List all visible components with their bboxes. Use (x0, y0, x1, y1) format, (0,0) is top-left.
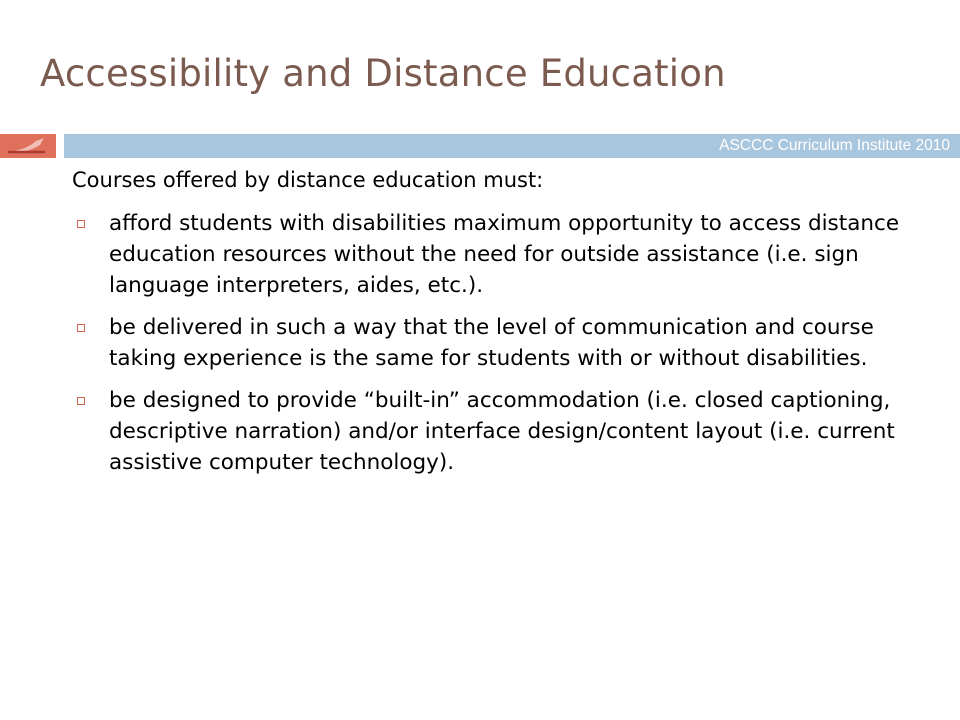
bullet-item (72, 312, 932, 374)
square-bullet-icon (77, 397, 85, 405)
bullet-item (72, 208, 932, 301)
square-bullet-icon (77, 324, 85, 332)
accent-block (0, 134, 56, 158)
slide-title: Accessibility and Distance Education (40, 52, 726, 95)
header-banner (64, 134, 960, 158)
bullet-list (72, 208, 932, 489)
bullet-text: afford students with disabilities maximum opportunity to access distance education resources without the need for outside assistance (i.e. sign language interpreters, aides, etc.). (109, 211, 900, 298)
banner-text: ASCCC Curriculum Institute 2010 (719, 137, 950, 154)
swoosh-icon (6, 136, 50, 156)
square-bullet-icon (77, 220, 85, 228)
bullet-item (72, 385, 932, 478)
intro-text: Courses offered by distance education must: (72, 168, 544, 192)
bullet-text: be delivered in such a way that the level of communication and course taking experience is the same for students with or without disabilities. (109, 315, 874, 371)
bullet-text: be designed to provide “built-in” accommodation (i.e. closed captioning, descriptive narration) and/or interface design/content layout (i.e. current assistive computer technology). (109, 388, 895, 475)
